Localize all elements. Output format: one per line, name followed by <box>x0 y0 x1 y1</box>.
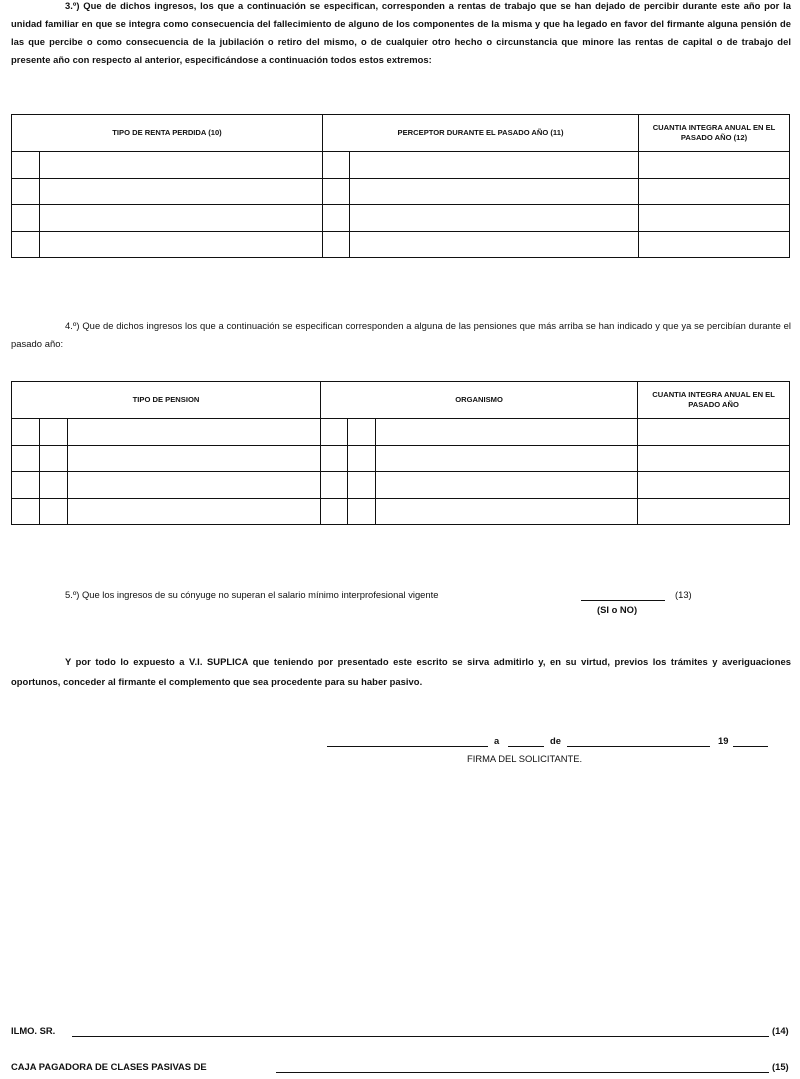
cuantia-cell[interactable] <box>639 231 790 258</box>
col-header-organismo: ORGANISMO <box>321 382 638 419</box>
table-row <box>12 231 790 258</box>
section-4-paragraph <box>11 317 791 353</box>
tipo-pension-cell[interactable] <box>68 498 321 525</box>
ilmo-field[interactable] <box>72 1036 769 1037</box>
tipo-pension-cell[interactable] <box>68 445 321 472</box>
caja-ref: (15) <box>772 1061 789 1072</box>
code-cell[interactable] <box>348 445 376 472</box>
day-field[interactable] <box>508 746 544 747</box>
table-row <box>12 419 790 446</box>
code-cell[interactable] <box>321 445 348 472</box>
cuantia-cell[interactable] <box>638 472 790 499</box>
code-cell[interactable] <box>348 472 376 499</box>
signature-caption: FIRMA DEL SOLICITANTE. <box>467 753 583 764</box>
code-cell[interactable] <box>12 498 40 525</box>
organismo-cell[interactable] <box>376 498 638 525</box>
cuantia-cell[interactable] <box>639 178 790 205</box>
code-cell[interactable] <box>40 498 68 525</box>
perceptor-cell[interactable] <box>350 152 639 179</box>
year-field[interactable] <box>733 746 768 747</box>
col-header-tipo-renta: TIPO DE RENTA PERDIDA (10) <box>12 115 323 152</box>
conyuge-answer-field[interactable] <box>581 600 665 601</box>
section-3-paragraph <box>11 0 791 69</box>
col-header-tipo-pension: TIPO DE PENSION <box>12 382 321 419</box>
code-cell[interactable] <box>321 472 348 499</box>
tipo-renta-cell[interactable] <box>40 178 323 205</box>
table-row <box>12 472 790 499</box>
table-row <box>12 445 790 472</box>
perceptor-cell[interactable] <box>350 205 639 232</box>
cuantia-cell[interactable] <box>638 498 790 525</box>
code-cell[interactable] <box>12 472 40 499</box>
signature-year-prefix: 19 <box>718 735 729 746</box>
organismo-cell[interactable] <box>376 472 638 499</box>
table-row <box>12 205 790 232</box>
code-cell[interactable] <box>12 205 40 232</box>
section-5-ref: (13) <box>675 589 692 600</box>
section-4-text: 4.º) Que de dichos ingresos los que a continuación se especifican corresponden a alguna de las pensiones que más arriba se han indicado y que ya se percibían durante el pasado año: <box>11 320 791 349</box>
organismo-cell[interactable] <box>376 419 638 446</box>
code-cell[interactable] <box>40 472 68 499</box>
table-row <box>12 152 790 179</box>
code-cell[interactable] <box>321 498 348 525</box>
section-5-hint: (SI o NO) <box>597 604 638 615</box>
code-cell[interactable] <box>323 231 350 258</box>
col-header-cuantia: CUANTIA INTEGRA ANUAL EN EL PASADO AÑO <box>638 382 790 419</box>
place-field[interactable] <box>327 746 488 747</box>
cuantia-cell[interactable] <box>638 445 790 472</box>
signature-de: de <box>550 735 561 746</box>
signature-a: a <box>494 735 500 746</box>
pension-table <box>11 381 790 525</box>
section-5-text: 5.º) Que los ingresos de su cónyuge no superan el salario mínimo interprofesional vigente <box>65 589 439 600</box>
cuantia-cell[interactable] <box>638 419 790 446</box>
code-cell[interactable] <box>323 205 350 232</box>
code-cell[interactable] <box>12 231 40 258</box>
code-cell[interactable] <box>12 178 40 205</box>
cuantia-cell[interactable] <box>639 152 790 179</box>
perceptor-cell[interactable] <box>350 178 639 205</box>
tipo-pension-cell[interactable] <box>68 472 321 499</box>
ilmo-label: ILMO. SR. <box>11 1025 56 1036</box>
cuantia-cell[interactable] <box>639 205 790 232</box>
ilmo-ref: (14) <box>772 1025 789 1036</box>
table-row <box>12 498 790 525</box>
tipo-renta-cell[interactable] <box>40 205 323 232</box>
organismo-cell[interactable] <box>376 445 638 472</box>
code-cell[interactable] <box>12 152 40 179</box>
code-cell[interactable] <box>12 445 40 472</box>
caja-field[interactable] <box>276 1072 769 1073</box>
caja-label: CAJA PAGADORA DE CLASES PASIVAS DE <box>11 1061 207 1072</box>
code-cell[interactable] <box>321 419 348 446</box>
code-cell[interactable] <box>40 445 68 472</box>
tipo-renta-cell[interactable] <box>40 152 323 179</box>
tipo-pension-cell[interactable] <box>68 419 321 446</box>
col-header-cuantia: CUANTIA INTEGRA ANUAL EN EL PASADO AÑO (12) <box>639 115 790 152</box>
lost-income-table <box>11 114 790 258</box>
table-row <box>12 178 790 205</box>
tipo-renta-cell[interactable] <box>40 231 323 258</box>
section-3-text: 3.º) Que de dichos ingresos, los que a continuación se especifican, corresponden a rentas de trabajo que se han dejado de percibir durante este año por la unidad familiar en que se integra como consecuencia del fallecimiento de alguno de los componentes de la misma y que ha legado en favor del firmante alguna pensión de las que percibe o como consecuencia de la jubilación o retiro del mismo, o de cualquier otro hecho o circunstancia que minore las rentas de capital o de trabajo del presente año con respecto al anterior, especificándose a continuación todos estos extremos: <box>11 0 791 65</box>
code-cell[interactable] <box>348 419 376 446</box>
code-cell[interactable] <box>12 419 40 446</box>
perceptor-cell[interactable] <box>350 231 639 258</box>
code-cell[interactable] <box>323 178 350 205</box>
col-header-perceptor: PERCEPTOR DURANTE EL PASADO AÑO (11) <box>323 115 639 152</box>
code-cell[interactable] <box>348 498 376 525</box>
month-field[interactable] <box>567 746 710 747</box>
code-cell[interactable] <box>40 419 68 446</box>
closing-text: Y por todo lo expuesto a V.I. SUPLICA que teniendo por presentado este escrito se sirva admitirlo y, en su virtud, previos los trámites y averiguaciones oportunos, conceder al firmante el complemento que sea procedente para su haber pasivo. <box>11 656 791 687</box>
code-cell[interactable] <box>323 152 350 179</box>
closing-paragraph <box>11 652 791 692</box>
